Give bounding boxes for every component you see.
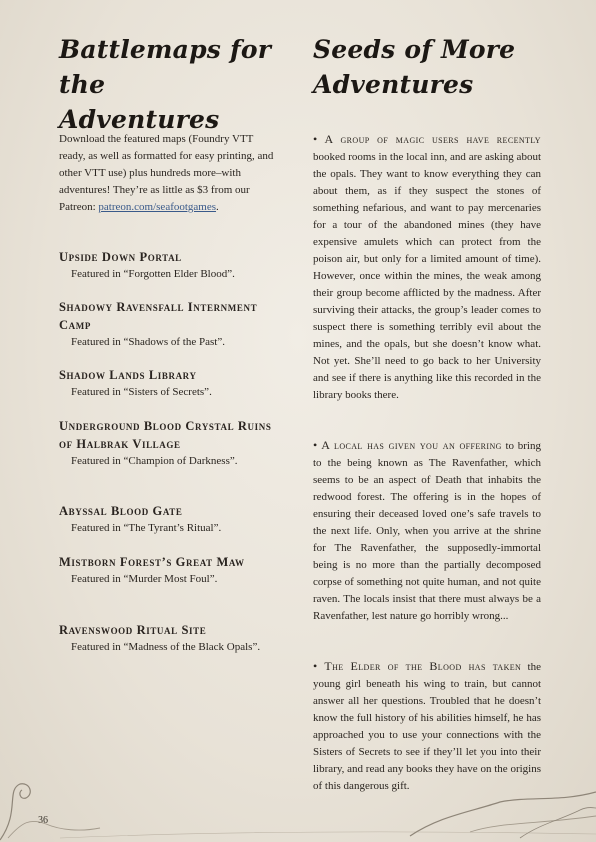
right-title-line2: Adventures bbox=[313, 70, 474, 99]
map-featured: Featured in “Shadows of the Past”. bbox=[71, 336, 225, 348]
seed-body: the young girl beneath his wing to train, but cannot answer all her questions. Troubled that he doesn’t know the full history of his abilities himself, he has approached you to use your connections with the Sisters of Secrets to see if they’ll let you into their library, and read any books they have on the origins of this dangerous gift. bbox=[313, 661, 541, 792]
map-item bbox=[59, 621, 281, 656]
map-featured: Featured in “Murder Most Foul”. bbox=[71, 573, 218, 585]
corner-flourish bbox=[8, 821, 100, 838]
intro-text: Download the featured maps (Foundry VTT ready, as well as formatted for easy printing, and other VTT use) plus hundreds more–with adventures! They’re as little as $3 from our Patreon: bbox=[59, 133, 274, 213]
seed-lead: • A group of magic users have recently bbox=[313, 132, 541, 146]
map-title: Ravenswood Ritual Site bbox=[59, 623, 207, 637]
corner-flourish bbox=[0, 784, 30, 840]
left-title bbox=[59, 32, 319, 137]
seed-paragraph bbox=[313, 131, 541, 404]
page-border-ornament bbox=[0, 772, 596, 842]
map-featured: Featured in “Sisters of Secrets”. bbox=[71, 386, 212, 398]
corner-flourish bbox=[410, 792, 596, 836]
seed-lead: • A local has given you an offering bbox=[313, 438, 502, 452]
map-featured: Featured in “Madness of the Black Opals”. bbox=[71, 641, 261, 653]
map-title: Abyssal Blood Gate bbox=[59, 504, 183, 518]
seed-body: to bring to the being known as The Ravenfather, which seems to be an aspect of Death that inhabits the redwood forest. The offering is in the hopes of ensuring their deceased loved one’s safe travels to the next life. Only, when you arrive at the shrine for The Ravenfather, the supposedly-immortal being is no more than the partially decomposed corpse of something not quite human, and not quite raven. The locals insist that there must always be a Ravenfather, lest nature go horribly wrong... bbox=[313, 440, 541, 622]
bottom-line bbox=[60, 832, 596, 838]
seed-lead: • The Elder of the Blood has taken bbox=[313, 659, 522, 673]
map-item bbox=[59, 417, 281, 470]
map-item bbox=[59, 502, 281, 537]
seed-body: booked rooms in the local inn, and are asking about the opals. They want to know everything they can about them, as if they suspect the stones of something nefarious, and want to pay mercenaries for a tour of the abandoned mines (they have expensive amulets which can protect from the poison air, but only for a limited amount of time). However, once within the mines, the weak among their group become afflicted by the madness. After surviving their attacks, the group’s leader comes to suspect there is something terribly evil about the mines, and the opals, but she doesn’t know what. Not yet. She’ll need to go back to her University and see if there is anything like this recorded in the library books there. bbox=[313, 151, 541, 401]
left-title-line1: Battlemaps for the bbox=[59, 35, 272, 99]
map-title: Shadowy Ravensfall Internment Camp bbox=[59, 300, 258, 332]
intro-suffix: . bbox=[216, 201, 219, 213]
map-item bbox=[59, 298, 281, 351]
map-title: Mistborn Forest’s Great Maw bbox=[59, 555, 245, 569]
map-item bbox=[59, 553, 281, 588]
map-featured: Featured in “Champion of Darkness”. bbox=[71, 455, 238, 467]
left-title-line2: Adventures bbox=[59, 105, 220, 134]
map-title: Underground Blood Crystal Ruins of Halbrak Village bbox=[59, 419, 272, 451]
intro-paragraph bbox=[59, 131, 281, 216]
map-item bbox=[59, 366, 281, 401]
right-title-line1: Seeds of More bbox=[313, 35, 516, 64]
map-title: Shadow Lands Library bbox=[59, 368, 197, 382]
map-featured: Featured in “Forgotten Elder Blood”. bbox=[71, 268, 235, 280]
right-title bbox=[313, 32, 573, 102]
map-title: Upside Down Portal bbox=[59, 250, 182, 264]
seed-paragraph bbox=[313, 437, 541, 625]
patreon-link[interactable]: patreon.com/seafootgames bbox=[98, 201, 217, 213]
page-number: 36 bbox=[38, 815, 48, 826]
map-featured: Featured in “The Tyrant’s Ritual”. bbox=[71, 522, 222, 534]
map-item bbox=[59, 248, 281, 283]
corner-flourish bbox=[470, 816, 596, 832]
